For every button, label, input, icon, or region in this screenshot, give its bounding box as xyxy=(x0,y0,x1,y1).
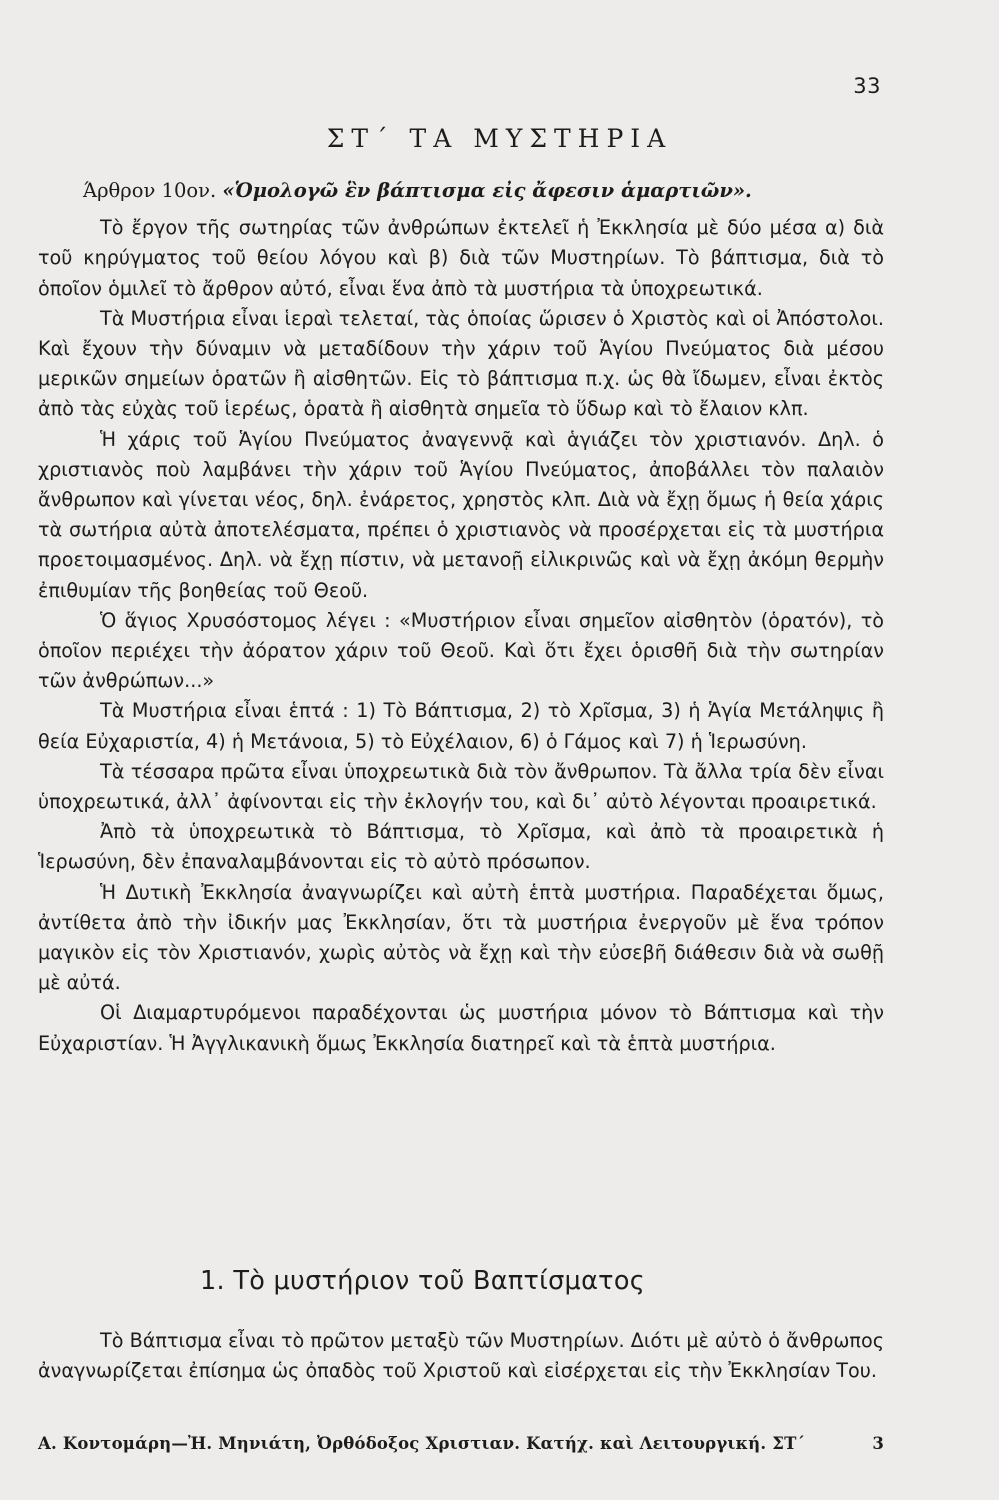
article-reference: Άρθρον 10ον. xyxy=(83,179,217,202)
paragraph: Ἡ χάρις τοῦ Ἁγίου Πνεύματος ἀναγεννᾷ καὶ ἁγιάζει τὸν χριστιανόν. Δηλ. ὁ χριστιανὸς ποὺ λαμβάνει τὴν χάριν τοῦ Ἁγίου Πνεύματος, ἀποβάλλει τὸν παλαιὸν ἄνθρωπον καὶ γίνεται νέος, δηλ. ἐνάρετος, χρηστὸς κλπ. Διὰ νὰ ἔχῃ ὅμως ἡ θεία χάρις τὰ σωτήρια αὐτὰ ἀποτελέσματα, πρέπει ὁ χριστιανὸς νὰ προσέρχεται εἰς τὰ μυστήρια προετοιμασμένος. Δηλ. νὰ ἔχῃ πίστιν, νὰ μετανοῇ εἰλικρινῶς καὶ νὰ ἔχῃ ἀκόμη θερμὴν ἐπιθυμίαν τῆς βοηθείας τοῦ Θεοῦ. xyxy=(38,427,884,602)
paragraph: Οἱ Διαμαρτυρόμενοι παραδέχονται ὡς μυστήρια μόνον τὸ Βάπτισμα καὶ τὴν Εὐχαριστίαν. Ἡ Ἀγγλικανικὴ ὅμως Ἐκκλησία διατηρεῖ καὶ τὰ ἑπτὰ μυστήρια. xyxy=(38,1001,884,1055)
page-number: 33 xyxy=(853,74,881,98)
section-heading: 1. Τὸ μυστήριον τοῦ Βαπτίσματος xyxy=(200,1266,646,1296)
paragraph: Ἀπὸ τὰ ὑποχρεωτικὰ τὸ Βάπτισμα, τὸ Χρῖσμα, καὶ ἀπὸ τὰ προαιρετικὰ ἡ Ἱερωσύνη, δὲν ἐπαναλαμβάνονται εἰς τὸ αὐτὸ πρόσωπον. xyxy=(38,820,884,874)
article-quote: «Ὁμολογῶ ἓν βάπτισμα εἰς ἄφεσιν ἁμαρτιῶν». xyxy=(222,179,752,202)
paragraph: Τὸ Βάπτισμα εἶναι τὸ πρῶτον μεταξὺ τῶν Μυστηρίων. Διότι μὲ αὐτὸ ὁ ἄνθρωπος ἀναγνωρίζεται ἐπίσημα ὡς ὀπαδὸς τοῦ Χριστοῦ καὶ εἰσέρχεται εἰς τὴν Ἐκκλησίαν Του. xyxy=(38,1329,884,1383)
page-footer xyxy=(38,1434,884,1453)
paragraph: Τὰ Μυστήρια εἶναι ἑπτά : 1) Τὸ Βάπτισμα, 2) τὸ Χρῖσμα, 3) ἡ Ἁγία Μετάληψις ἢ θεία Εὐχαριστία, 4) ἡ Μετάνοια, 5) τὸ Εὐχέλαιον, 6) ὁ Γάμος καὶ 7) ἡ Ἱερωσύνη. xyxy=(38,699,884,753)
main-text xyxy=(38,176,884,1059)
paragraph: Τὸ ἔργον τῆς σωτηρίας τῶν ἀνθρώπων ἐκτελεῖ ἡ Ἐκκλησία μὲ δύο μέσα α) διὰ τοῦ κηρύγματος τοῦ θείου λόγου καὶ β) διὰ τῶν Μυστηρίων. Τὸ βάπτισμα, διὰ τὸ ὁποῖον ὁμιλεῖ τὸ ἄρθρον αὐτό, εἶναι ἕνα ἀπὸ τὰ μυστήρια τὰ ὑποχρεωτικά. xyxy=(38,216,884,300)
paragraph: Ὁ ἅγιος Χρυσόστομος λέγει : «Μυστήριον εἶναι σημεῖον αἰσθητὸν (ὁρατόν), τὸ ὁποῖον περιέχει τὴν ἀόρατον χάριν τοῦ Θεοῦ. Καὶ ὅτι ἔχει ὁρισθῆ διὰ τὴν σωτηρίαν τῶν ἀνθρώπων...» xyxy=(38,608,884,693)
footer-citation: Α. Κοντομάρη—Ἠ. Μηνιάτη, Ὀρθόδοξος Χριστιαν. Κατήχ. καὶ Λειτουργική. ΣΤ΄ xyxy=(38,1434,806,1453)
chapter-title: ΣΤ΄ ΤΑ ΜΥΣΤΗΡΙΑ xyxy=(326,124,673,153)
footer-signature: 3 xyxy=(872,1434,884,1453)
paragraph: Τὰ Μυστήρια εἶναι ἱεραὶ τελεταί, τὰς ὁποίας ὥρισεν ὁ Χριστὸς καὶ οἱ Ἀπόστολοι. Καὶ ἔχουν τὴν δύναμιν νὰ μεταδίδουν τὴν χάριν τοῦ Ἁγίου Πνεύματος διὰ μέσου μερικῶν σημείων ὁρατῶν ἢ αἰσθητῶν. Εἰς τὸ βάπτισμα π.χ. ὡς θὰ ἴδωμεν, εἶναι ἐκτὸς ἀπὸ τὰς εὐχὰς τοῦ ἱερέως, ὁρατὰ ἢ αἰσθητὰ σημεῖα τὸ ὕδωρ καὶ τὸ ἔλαιον κλπ. xyxy=(38,306,884,421)
section-text xyxy=(38,1326,884,1386)
paragraph: Τὰ τέσσαρα πρῶτα εἶναι ὑποχρεωτικὰ διὰ τὸν ἄνθρωπον. Τὰ ἄλλα τρία δὲν εἶναι ὑποχρεωτικά, ἀλλ᾽ ἀφίνονται εἰς τὴν ἐκλογήν του, καὶ δι᾽ αὐτὸ λέγονται προαιρετικά. xyxy=(38,759,884,814)
article-line xyxy=(38,176,884,206)
paragraph: Ἡ Δυτικὴ Ἐκκλησία ἀναγνωρίζει καὶ αὐτὴ ἑπτὰ μυστήρια. Παραδέχεται ὅμως, ἀντίθετα ἀπὸ τὴν ἰδικήν μας Ἐκκλησίαν, ὅτι τὰ μυστήρια ἐνεργοῦν μὲ ἕνα τρόπον μαγικὸν εἰς τὸν Χριστιανόν, χωρὶς αὐτὸς νὰ ἔχῃ καὶ τὴν εὐσεβῆ διάθεσιν διὰ νὰ σωθῇ μὲ αὐτά. xyxy=(38,880,884,995)
